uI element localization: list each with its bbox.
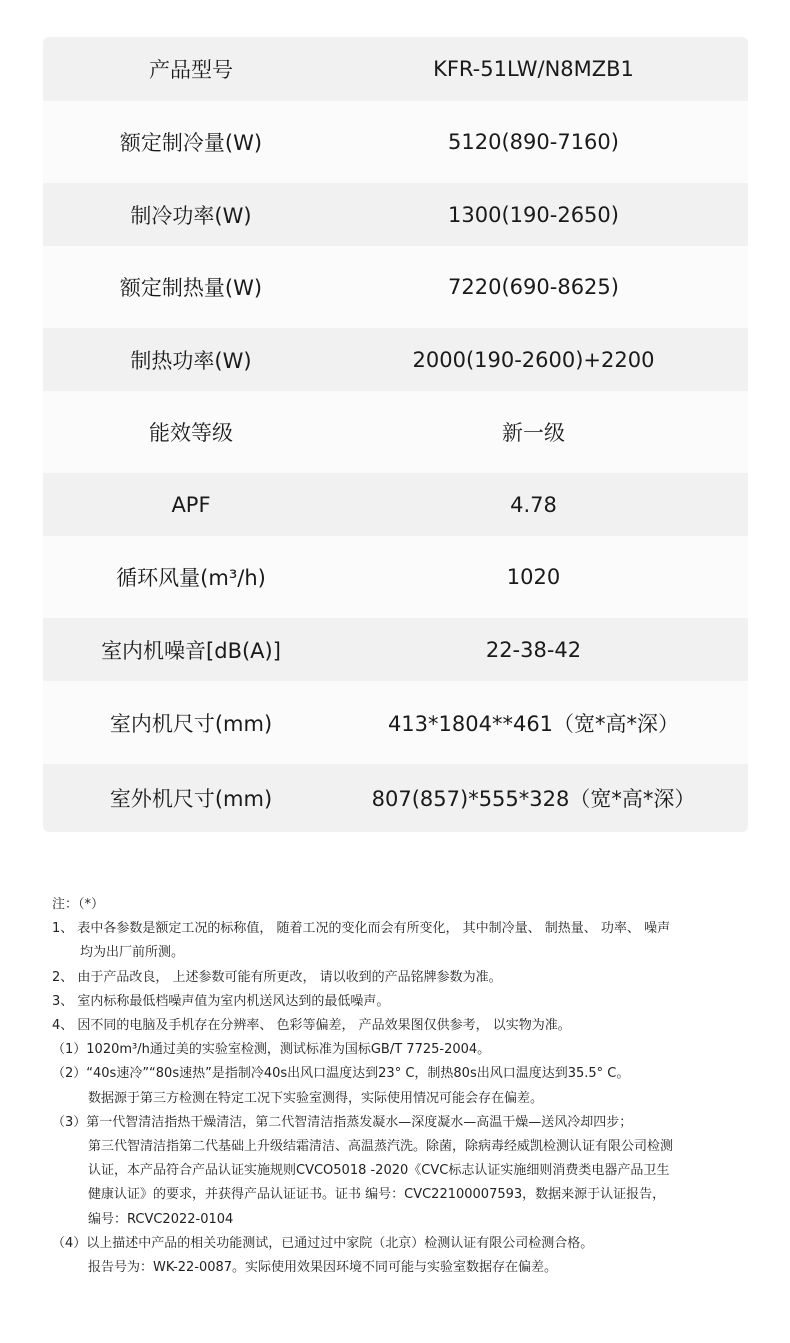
note-line: 3、 室内标称最低档噪声值为室内机送风达到的最低噪声。	[52, 993, 390, 1009]
note-line: 1、 表中各参数是额定工况的标称值， 随着工况的变化而会有所变化， 其中制冷量、 制热量、 功率、 噪声	[52, 921, 671, 937]
spec-row-indoor-noise	[43, 618, 748, 681]
spec-label: 额定制热量(W)	[119, 276, 263, 300]
notes-section	[52, 893, 742, 1280]
spec-row-airflow	[43, 536, 748, 618]
spec-row-cooling-power	[43, 183, 748, 246]
note-line: 均为出厂前所测。	[80, 945, 185, 961]
spec-row-indoor-size	[43, 681, 748, 764]
note-line: （2）“40s速冷”“80s速热”是指制冷40s出风口温度达到23° C，制热80s出风口温度达到35.5° C。	[52, 1066, 630, 1082]
spec-value: 7220(690-8625)	[448, 275, 619, 299]
note-line: （4）以上描述中产品的相关功能测试，已通过过中家院（北京）检测认证有限公司检测合格。	[52, 1235, 594, 1251]
note-line: 编号：RCVC2022-0104	[88, 1211, 234, 1227]
spec-value: 新一级	[502, 421, 565, 445]
spec-label: 室外机尺寸(mm)	[109, 787, 273, 811]
note-line: 2、 由于产品改良， 上述参数可能有所更改， 请以收到的产品铭牌参数为准。	[52, 969, 502, 985]
spec-value: 2000(190-2600)+2200	[412, 347, 655, 372]
spec-label: APF	[171, 492, 211, 517]
spec-row-model	[43, 37, 748, 101]
spec-value: 1020	[506, 565, 561, 589]
spec-value: 1300(190-2650)	[448, 202, 619, 227]
spec-label: 室内机尺寸(mm)	[109, 711, 273, 736]
spec-label: 室内机噪音[dB(A)]	[101, 638, 281, 663]
note-line: （3）第一代智清洁指热干燥清洁，第二代智清洁指蒸发凝水—深度凝水—高温干燥—送风冷却四步；	[52, 1114, 633, 1130]
note-line: 4、 因不同的电脑及手机存在分辨率、 色彩等偏差， 产品效果图仅供参考， 以实物为准。	[52, 1018, 571, 1034]
spec-table	[43, 37, 748, 832]
spec-row-heating-capacity	[43, 246, 748, 328]
spec-label: 循环风量(m³/h)	[116, 566, 266, 590]
note-line: 认证，本产品符合产品认证实施规则CVCO5018 -2020《CVC标志认证实施细则消费类电器产品卫生	[88, 1163, 670, 1179]
note-line: （1）1020m³/h通过美的实验室检测，测试标准为国标GB/T 7725-2004。	[52, 1042, 491, 1058]
spec-row-apf	[43, 473, 748, 536]
spec-label: 制冷功率(W)	[130, 203, 252, 228]
spec-value: 413*1804**461（宽*高*深）	[387, 711, 680, 736]
spec-value: 22-38-42	[485, 637, 582, 662]
spec-value: 5120(890-7160)	[448, 130, 619, 154]
spec-label: 制热功率(W)	[130, 348, 252, 373]
spec-label: 能效等级	[149, 421, 233, 445]
spec-row-energy-grade	[43, 391, 748, 473]
note-line: 数据源于第三方检测在特定工况下实验室测得，实际使用情况可能会存在偏差。	[88, 1090, 544, 1106]
note-line: 健康认证》的要求，并获得产品认证证书。证书 编号：CVC22100007593，数据来源于认证报告，	[88, 1187, 666, 1203]
spec-label: 产品型号	[149, 58, 233, 82]
spec-value: 807(857)*555*328（宽*高*深）	[371, 787, 696, 811]
spec-row-cooling-capacity	[43, 101, 748, 183]
notes-heading: 注：（*）	[52, 897, 105, 912]
spec-row-outdoor-size	[43, 764, 748, 832]
spec-label: 额定制冷量(W)	[119, 131, 263, 155]
spec-value: 4.78	[510, 492, 557, 517]
spec-value: KFR-51LW/N8MZB1	[433, 57, 634, 81]
note-line: 报告号为：WK-22-0087。实际使用效果因环境不同可能与实验室数据存在偏差。	[88, 1260, 558, 1276]
note-line: 第三代智清洁指第二代基础上升级结霜清洁、高温蒸汽洗。除菌，除病毒经威凯检测认证有限公司检测	[88, 1139, 674, 1155]
spec-row-heating-power	[43, 328, 748, 391]
